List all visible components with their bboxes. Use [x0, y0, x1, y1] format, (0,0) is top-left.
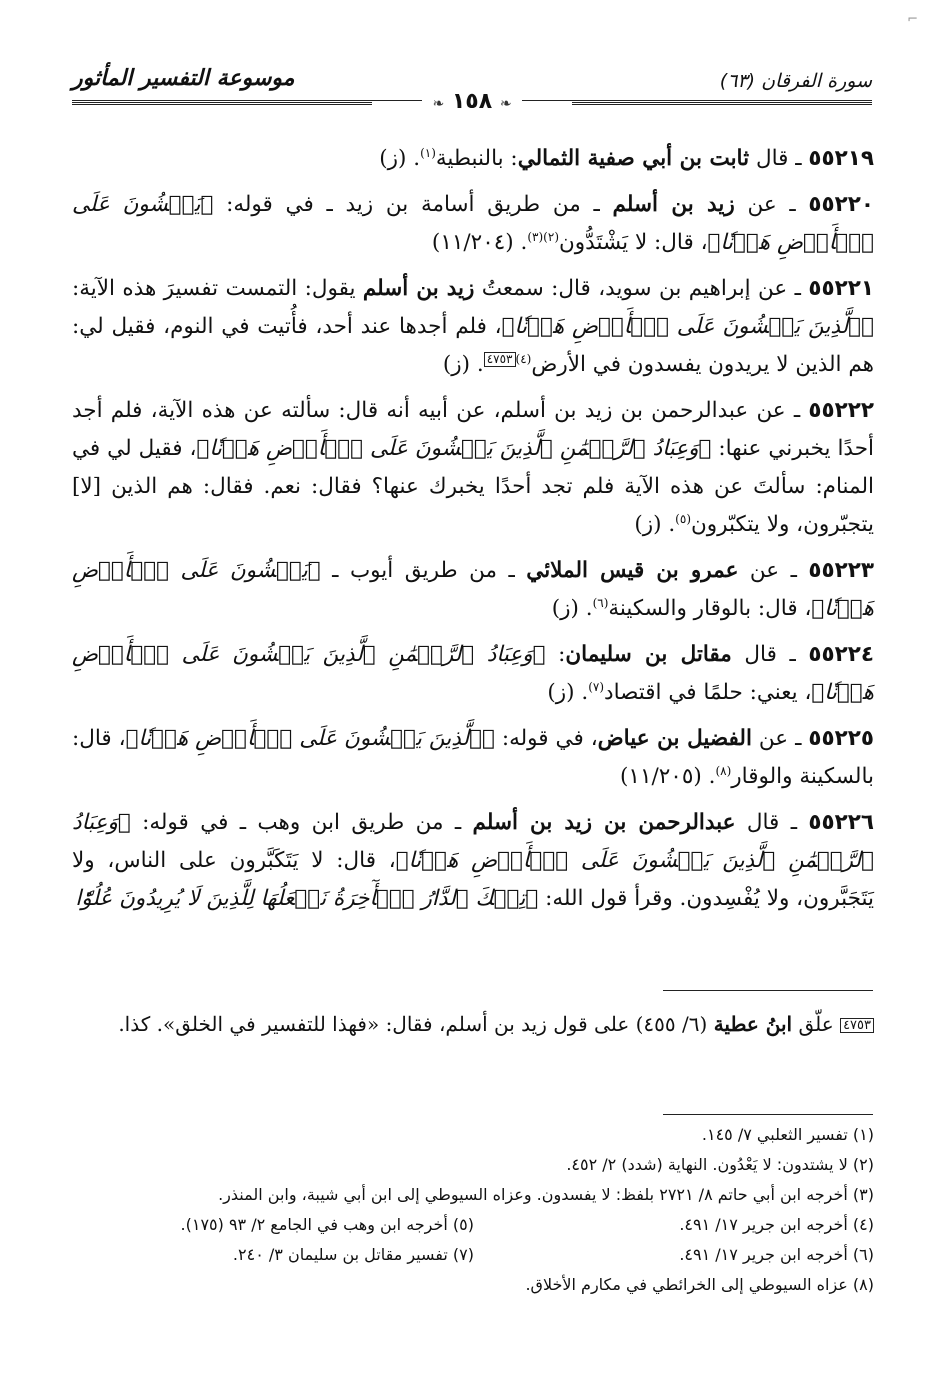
- narrator-name: الفضيل بن عياض: [597, 726, 752, 751]
- entry-55226: ٥٥٢٢٦ ـ قال عبدالرحمن بن زيد بن أسلم ـ من طريق ابن وهب ـ في قوله: ﴿وَعِبَادُ ٱلرَّحۡمَٰنِ ٱلَّذِينَ يَمۡشُونَ عَلَى ٱلۡأَرۡضِ هَوۡنٗا﴾، قال: لا يَتَكَبَّرون على الناس، ولا يَتَجَبَّرون، ولا يُفْسِدون. وقرأ قول الله: ﴿تِلۡكَ ٱلدَّارُ ٱلۡأٓخِرَةُ نَجۡعَلُهَا لِلَّذِينَ لَا يُرِيدُونَ عُلُوّٗا: [72, 810, 874, 911]
- footnote-row: [72, 1270, 874, 1300]
- footnote-row: [72, 1240, 874, 1270]
- footnote-ref[interactable]: (٥): [675, 511, 691, 526]
- page-number: [422, 89, 522, 114]
- quran-verse-2: ﴿تِلۡكَ ٱلدَّارُ ٱلۡأٓخِرَةُ نَجۡعَلُهَا لِلَّذِينَ لَا يُرِيدُونَ عُلُوّٗا: [75, 886, 539, 911]
- quran-verse: ﴿يَمۡشُونَ عَلَى ٱلۡأَرۡضِ هَوۡنٗا﴾: [72, 558, 874, 621]
- footnote: (٣) أخرجه ابن أبي حاتم ٨/ ٢٧٢١ بلفظ: لا يفسدون. وعزاه السيوطي إلى ابن أبي شيبة، وابن المنذر.: [218, 1185, 874, 1204]
- entry-number: ٥٥٢٢٤: [808, 642, 874, 667]
- header-rule-left: [72, 102, 372, 105]
- corner-mark: ⌐: [907, 12, 918, 27]
- entry-number: ٥٥٢١٩: [808, 146, 874, 171]
- footnote: (٥) أخرجه ابن وهب في الجامع ٢/ ٩٣ (١٧٥).: [180, 1215, 474, 1234]
- entry-55225: ٥٥٢٢٥ ـ عن الفضيل بن عياض، في قوله: ﴿ٱلَّذِينَ يَمۡشُونَ عَلَى ٱلۡأَرۡضِ هَوۡنٗا﴾، قال: بالسكينة والوقار$^{(٨)}$. (١١/٢٠٥): [72, 726, 874, 789]
- footnote: (٤) أخرجه ابن جرير ١٧/ ٤٩١.: [679, 1215, 874, 1234]
- footnote-ref[interactable]: (٦): [592, 595, 609, 610]
- entry-number: ٥٥٢٢٣: [808, 558, 875, 583]
- entry-55220: ٥٥٢٢٠ ـ عن زيد بن أسلم ـ من طريق أسامة بن زيد ـ في قوله: ﴿يَمۡشُونَ عَلَى ٱلۡأَرۡضِ هَوۡنٗا﴾، قال: لا يَشْتَدُّون$^{(٢)(٣)}$. (١١/٢٠٤): [72, 192, 875, 255]
- footnote-ref[interactable]: (٤): [515, 351, 532, 366]
- commentator-name: ابنُ عطية: [713, 1012, 793, 1036]
- entry-number: ٥٥٢٢٦: [808, 810, 874, 835]
- note-ref-box[interactable]: ٤٧٥٣: [484, 352, 516, 367]
- narrator-name: زيد بن أسلم: [612, 192, 735, 217]
- quran-verse: ﴿ٱلَّذِينَ يَمۡشُونَ عَلَى ٱلۡأَرۡضِ هَوۡنٗا﴾: [125, 726, 495, 751]
- narrator-name: ثابت بن أبي صفية الثمالي: [517, 146, 750, 171]
- entry-55222: ٥٥٢٢٢ ـ عن عبدالرحمن بن زيد بن أسلم، عن أبيه أنه قال: سألته عن هذه الآية، فلم أجد أحدًا يخبرني عنها: ﴿وَعِبَادُ ٱلرَّحۡمَٰنِ ٱلَّذِينَ يَمۡشُونَ عَلَى ٱلۡأَرۡضِ هَوۡنٗا﴾، فقيل لي في المنام: سألتَ عن هذه الآية فلم تجد أحدًا يخبرك عنها؟ فقال: نعم. فقال: هم الذين [لا] يتجبّرون، ولا يتكبّرون$^{(٥)}$. (ز): [72, 398, 874, 537]
- commentary-note: ٤٧٥٣ علّق ابنُ عطية (٦/ ٤٥٥) على قول زيد بن أسلم، فقال: «فهذا للتفسير في الخلق». كذا.: [72, 1006, 874, 1042]
- footnote-row: [72, 1210, 874, 1240]
- note-separator: [663, 990, 873, 991]
- page-number-text: ١٥٨: [451, 89, 493, 114]
- quran-verse: ﴿ٱلَّذِينَ يَمۡشُونَ عَلَى ٱلۡأَرۡضِ هَوۡنٗا﴾: [501, 314, 874, 339]
- ornament-icon: ❧: [499, 96, 512, 112]
- footnote-row: [72, 1180, 874, 1210]
- entry-number: ٥٥٢٢٢: [808, 398, 874, 423]
- surah-title: سورة الفرقان (٦٣): [719, 70, 872, 92]
- book-title: موسوعة التفسير المأثور: [72, 66, 295, 91]
- note-box-number: ٤٧٥٣: [840, 1018, 874, 1033]
- entry-number: ٥٥٢٢١: [808, 276, 874, 301]
- entry-55224: ٥٥٢٢٤ ـ قال مقاتل بن سليمان: ﴿وَعِبَادُ ٱلرَّحۡمَٰنِ ٱلَّذِينَ يَمۡشُونَ عَلَى ٱلۡأَرۡضِ هَوۡنٗا﴾، يعني: حلمًا في اقتصاد$^{(٧)}$. (ز): [72, 642, 874, 705]
- quran-verse: ﴿وَعِبَادُ ٱلرَّحۡمَٰنِ ٱلَّذِينَ يَمۡشُونَ عَلَى ٱلۡأَرۡضِ هَوۡنٗا﴾: [72, 810, 874, 873]
- entry-55221: ٥٥٢٢١ ـ عن إبراهيم بن سويد، قال: سمعتُ زيد بن أسلم يقول: التمست تفسيرَ هذه الآية: ﴿ٱلَّذِينَ يَمۡشُونَ عَلَى ٱلۡأَرۡضِ هَوۡنٗا﴾، فلم أجدها عند أحد، فأُتيت في النوم، فقيل لي: هم الذين لا يريدون يفسدون في الأرض$^{(٤)}$٤٧٥٣. (ز): [72, 276, 874, 377]
- ornament-icon: ❧: [432, 96, 445, 112]
- narrator-name: زيد بن أسلم: [362, 276, 475, 301]
- quran-verse: ﴿وَعِبَادُ ٱلرَّحۡمَٰنِ ٱلَّذِينَ يَمۡشُونَ عَلَى ٱلۡأَرۡضِ هَوۡنٗا﴾: [196, 436, 712, 461]
- entry-number: ٥٥٢٢٠: [808, 192, 875, 217]
- header-rule-right: [572, 102, 872, 105]
- quran-verse: ﴿وَعِبَادُ ٱلرَّحۡمَٰنِ ٱلَّذِينَ يَمۡشُونَ عَلَى ٱلۡأَرۡضِ هَوۡنٗا﴾: [72, 642, 874, 705]
- footnote-ref[interactable]: (٢)(٣): [527, 229, 560, 244]
- footnote-ref[interactable]: (١): [420, 145, 436, 160]
- narrator-name: عبدالرحمن بن زيد بن أسلم: [472, 810, 736, 835]
- footnote: (٦) أخرجه ابن جرير ١٧/ ٤٩١.: [679, 1245, 874, 1264]
- page-header: [72, 58, 872, 114]
- footnote-row: [72, 1150, 874, 1180]
- footnote: (٢) لا يشتدون: لا يَعْدُون. النهاية (شدد) ٢/ ٤٥٢.: [566, 1155, 874, 1174]
- entry-55223: ٥٥٢٢٣ ـ عن عمرو بن قيس الملائي ـ من طريق أيوب ـ ﴿يَمۡشُونَ عَلَى ٱلۡأَرۡضِ هَوۡنٗا﴾، قال: بالوقار والسكينة$^{(٦)}$. (ز): [72, 558, 875, 621]
- quran-verse: ﴿يَمۡشُونَ عَلَى ٱلۡأَرۡضِ هَوۡنٗا﴾: [72, 192, 874, 255]
- main-text: [72, 140, 874, 926]
- footnote: (٧) تفسير مقاتل بن سليمان ٣/ ٢٤٠.: [232, 1245, 474, 1264]
- footnote-separator: [663, 1114, 873, 1115]
- footnote-ref[interactable]: (٧): [588, 679, 605, 694]
- footnote: (١) تفسير الثعلبي ٧/ ١٤٥.: [701, 1125, 874, 1144]
- footnote-row: [72, 1120, 874, 1150]
- footnotes: [72, 1120, 874, 1300]
- entry-number: ٥٥٢٢٥: [808, 726, 874, 751]
- entry-55219: ٥٥٢١٩ ـ قال ثابت بن أبي صفية الثمالي: بالنبطية$^{(١)}$. (ز): [379, 145, 874, 171]
- footnote: (٨) عزاه السيوطي إلى الخرائطي في مكارم الأخلاق.: [525, 1275, 874, 1294]
- narrator-name: مقاتل بن سليمان: [565, 642, 732, 667]
- narrator-name: عمرو بن قيس الملائي: [526, 558, 739, 583]
- footnote-ref[interactable]: (٨): [715, 763, 732, 778]
